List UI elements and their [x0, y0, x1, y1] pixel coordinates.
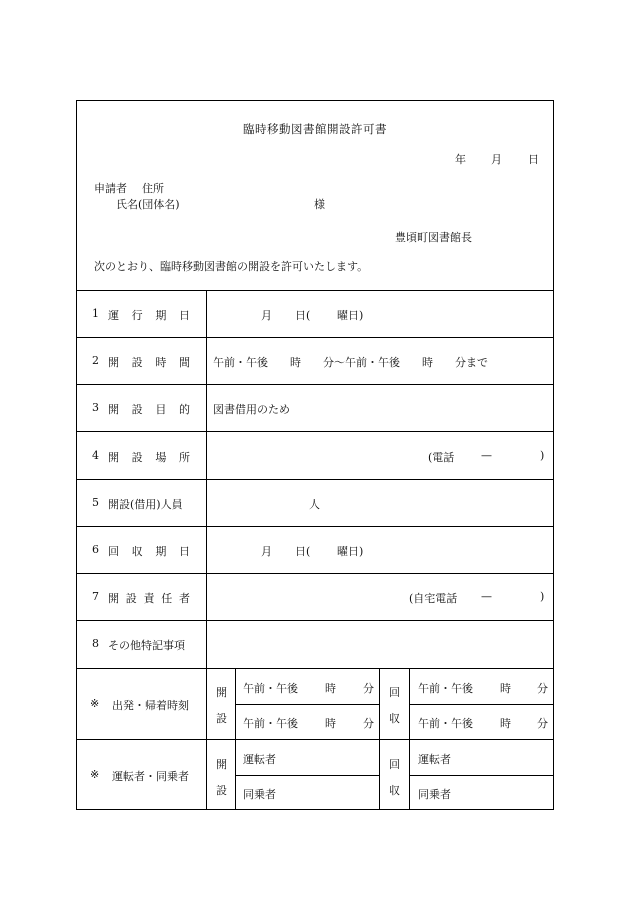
- date-year: 年: [455, 153, 466, 166]
- hour-mark: 時: [325, 717, 336, 730]
- sub-divider: [409, 775, 554, 776]
- minute-mark: 分: [363, 682, 374, 695]
- honorific: 様: [314, 198, 325, 211]
- row-label: 開設時間: [108, 356, 190, 369]
- row-number: 1: [92, 307, 99, 320]
- weekday-mark: 曜日): [337, 545, 364, 558]
- date-month: 月: [491, 153, 502, 166]
- row-divider: [76, 573, 554, 574]
- staff-label: 運転者・同乗者: [112, 770, 189, 783]
- column-divider: [409, 668, 410, 810]
- times-label: 出発・帰着時刻: [112, 699, 189, 712]
- row-label: 開設目的: [108, 403, 190, 416]
- month-mark: 月: [261, 309, 272, 322]
- hour-mark: 時: [325, 682, 336, 695]
- row-divider: [76, 290, 554, 291]
- address-label: 住所: [142, 182, 164, 195]
- people-unit: 人: [309, 498, 320, 511]
- sub-divider: [235, 704, 379, 705]
- sub-divider: [235, 775, 379, 776]
- driver-label: 運転者: [418, 753, 451, 766]
- opening-hours-value: 午前・午後 時 分～午前・午後 時 分まで: [213, 356, 488, 369]
- phone-close: ): [540, 590, 545, 603]
- date-day: 日: [528, 153, 539, 166]
- row-divider: [76, 739, 554, 740]
- row-number: 5: [92, 496, 99, 509]
- row-divider: [76, 384, 554, 385]
- name-label: 氏名(団体名): [116, 198, 180, 211]
- note-mark: ※: [90, 768, 100, 781]
- row-number: 7: [92, 590, 99, 603]
- minute-mark: 分: [537, 717, 548, 730]
- applicant-label: 申請者: [94, 182, 127, 195]
- sub-divider: [409, 704, 554, 705]
- issuer: 豊頃町図書館長: [395, 231, 472, 244]
- driver-label: 運転者: [243, 753, 276, 766]
- ampm-label: 午前・午後: [243, 717, 298, 730]
- phone-label: (電話: [428, 451, 455, 464]
- row-number: 6: [92, 543, 99, 556]
- passenger-label: 同乗者: [243, 788, 276, 801]
- collect-char: 回: [389, 758, 400, 771]
- row-number: 3: [92, 401, 99, 414]
- month-mark: 月: [261, 545, 272, 558]
- passenger-label: 同乗者: [418, 788, 451, 801]
- phone-dash: —: [481, 590, 492, 603]
- row-label: その他特記事項: [108, 639, 185, 652]
- row-number: 8: [92, 637, 99, 650]
- column-divider: [379, 668, 380, 810]
- row-divider: [76, 431, 554, 432]
- phone-dash: —: [481, 449, 492, 462]
- note-mark: ※: [90, 697, 100, 710]
- ampm-label: 午前・午後: [418, 682, 473, 695]
- row-label: 回収期日: [108, 545, 190, 558]
- phone-label: (自宅電話: [409, 592, 458, 605]
- row-divider: [76, 526, 554, 527]
- label-column-divider: [206, 290, 207, 810]
- intro-text: 次のとおり、臨時移動図書館の開設を許可いたします。: [94, 260, 369, 273]
- purpose-value: 図書借用のため: [213, 403, 290, 416]
- row-label: 開設責任者: [108, 592, 190, 605]
- collect-char: 収: [389, 712, 400, 725]
- row-number: 4: [92, 449, 99, 462]
- row-number: 2: [92, 354, 99, 367]
- day-mark: 日(: [295, 545, 311, 558]
- collect-char: 回: [389, 686, 400, 699]
- minute-mark: 分: [537, 682, 548, 695]
- page-title: 臨時移動図書館開設許可書: [243, 122, 387, 136]
- row-divider: [76, 337, 554, 338]
- hour-mark: 時: [500, 717, 511, 730]
- row-divider: [76, 668, 554, 669]
- open-char: 設: [216, 784, 227, 797]
- column-divider: [235, 668, 236, 810]
- row-divider: [76, 620, 554, 621]
- open-char: 開: [216, 686, 227, 699]
- phone-close: ): [540, 449, 545, 462]
- open-char: 開: [216, 758, 227, 771]
- day-mark: 日(: [295, 309, 311, 322]
- row-label: 運行期日: [108, 309, 190, 322]
- open-char: 設: [216, 712, 227, 725]
- weekday-mark: 曜日): [337, 309, 364, 322]
- row-divider: [76, 479, 554, 480]
- ampm-label: 午前・午後: [243, 682, 298, 695]
- hour-mark: 時: [500, 682, 511, 695]
- row-label: 開設(借用)人員: [108, 498, 183, 511]
- minute-mark: 分: [363, 717, 374, 730]
- ampm-label: 午前・午後: [418, 717, 473, 730]
- row-label: 開設場所: [108, 451, 190, 464]
- collect-char: 収: [389, 784, 400, 797]
